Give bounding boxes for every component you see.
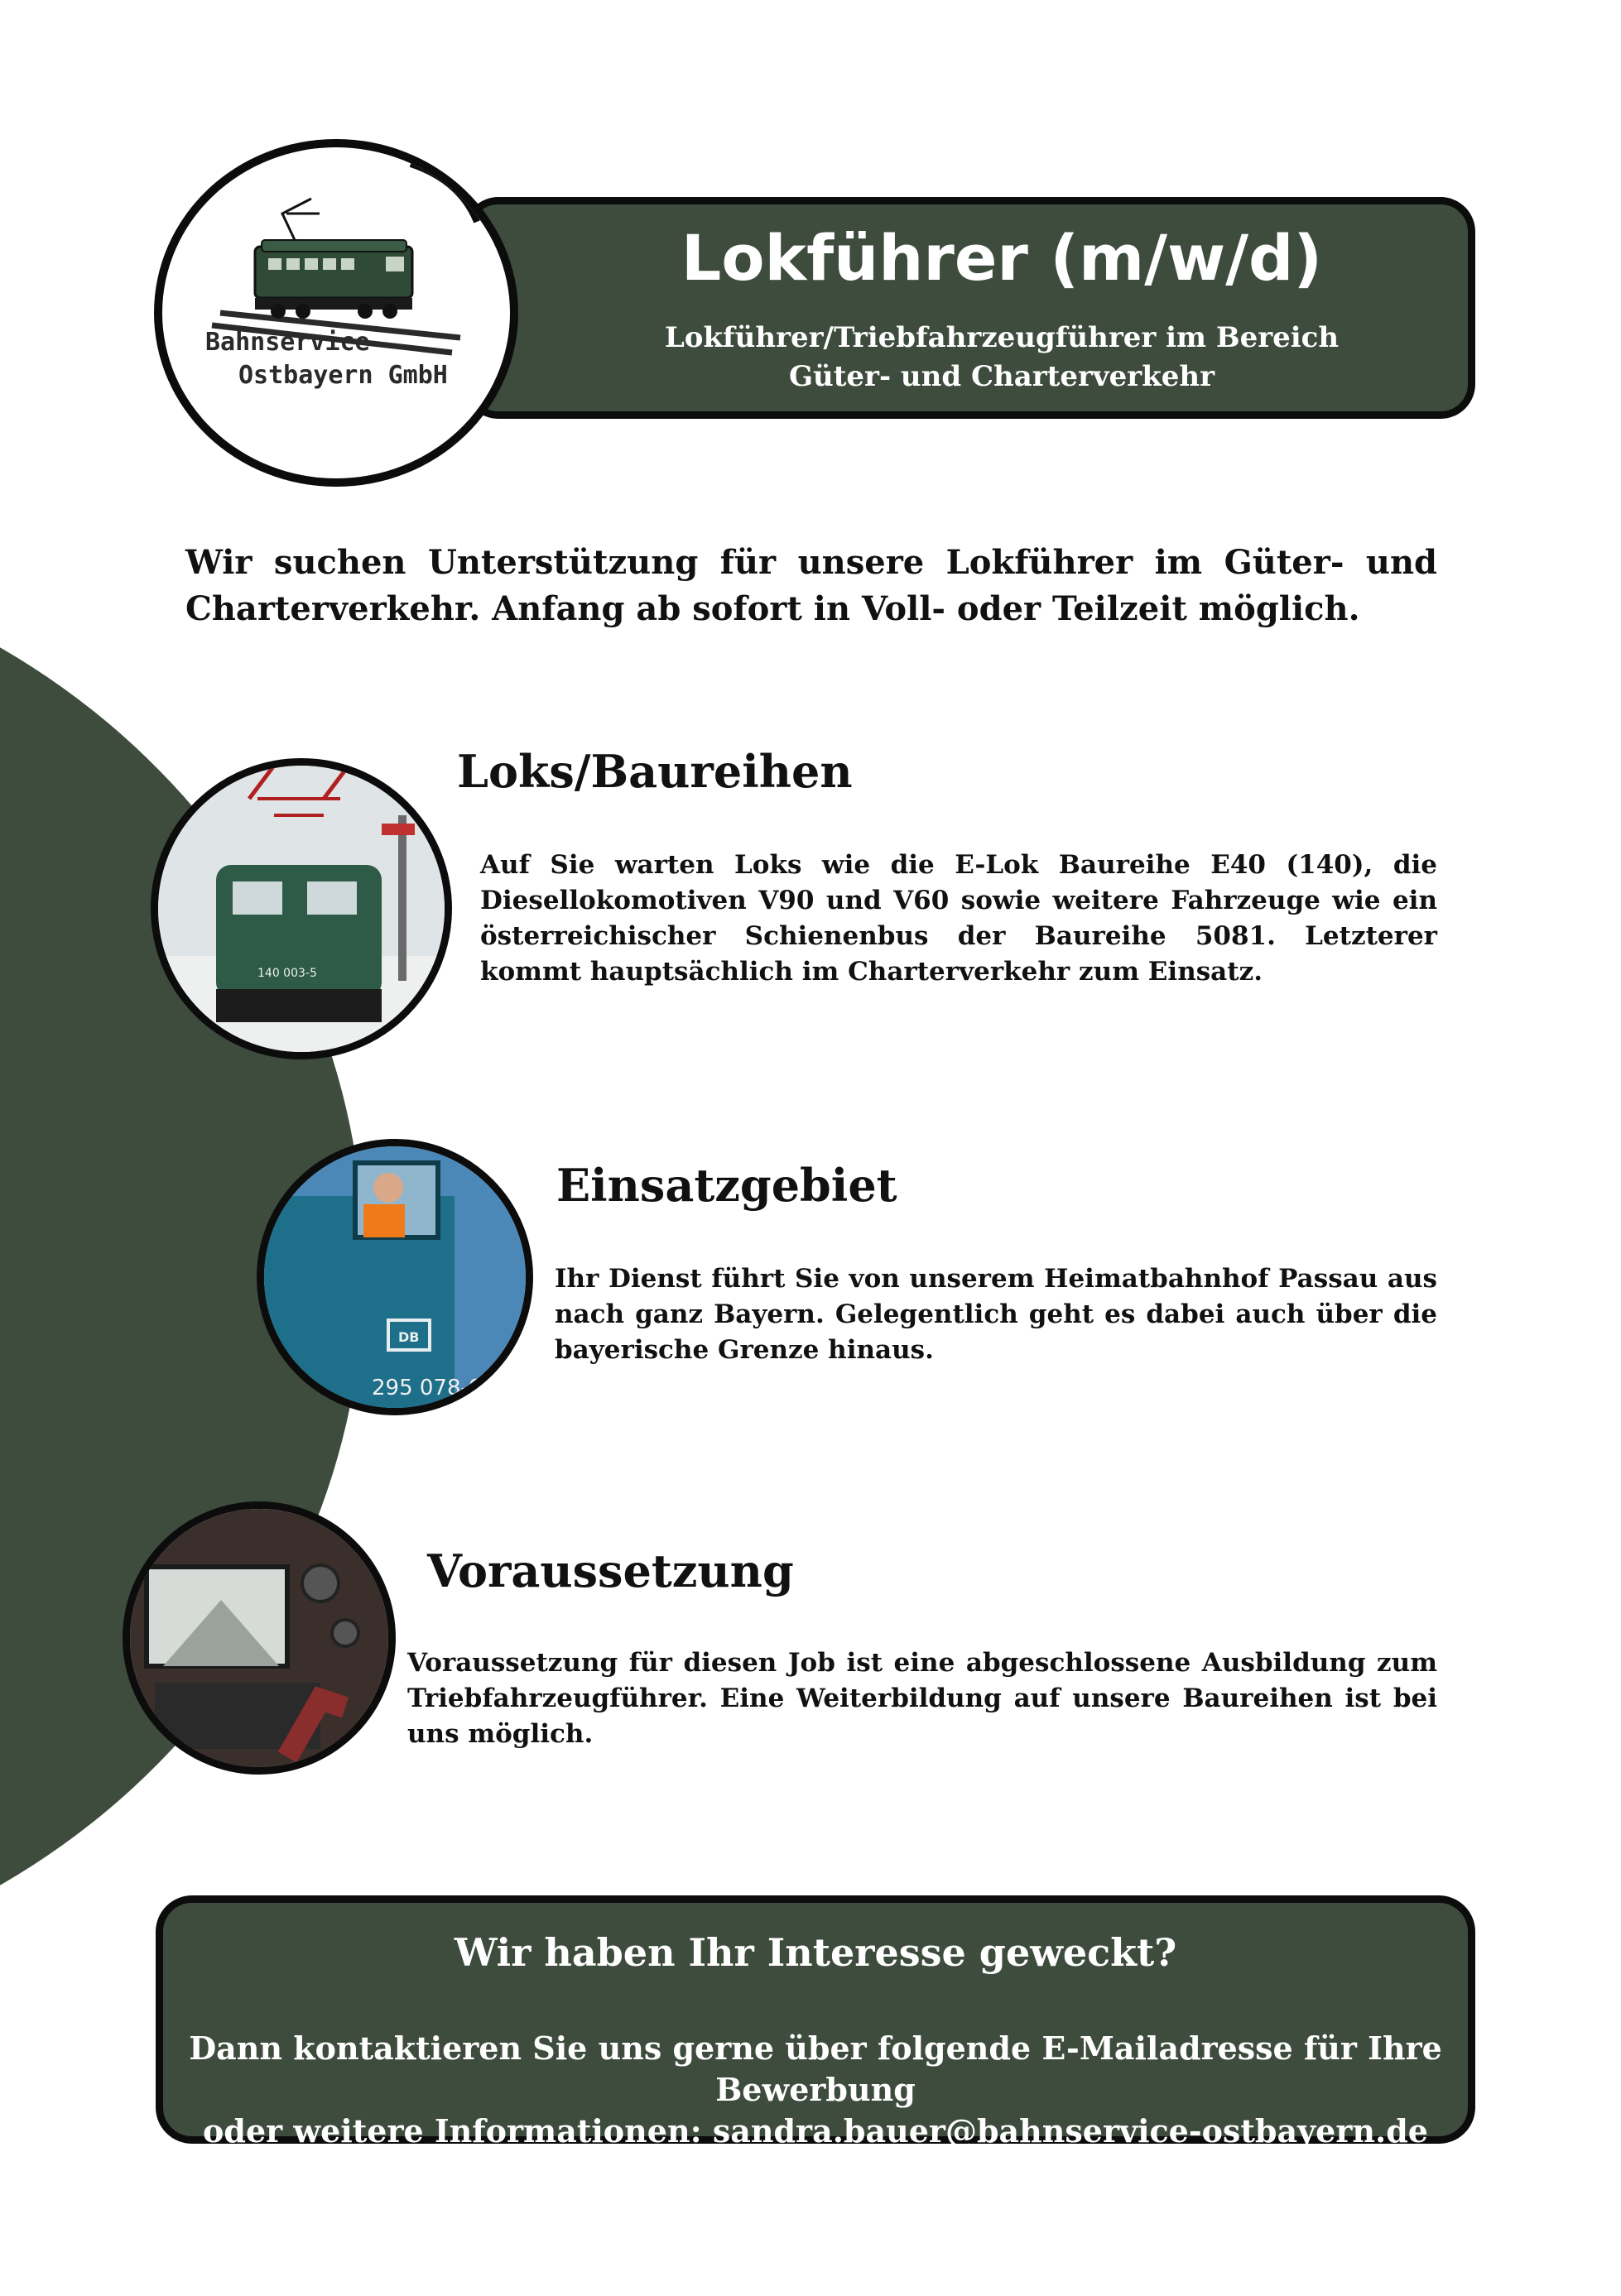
section-photo-locomotive — [151, 758, 452, 1059]
company-logo — [154, 139, 518, 487]
logo-text-line-2: Ostbayern GmbH — [238, 361, 448, 390]
page-title: Lokführer (m/w/d) — [681, 221, 1323, 295]
page-subtitle — [571, 319, 1432, 396]
section-photo-cab — [123, 1501, 396, 1775]
loco-number: 295 078-0 — [372, 1376, 483, 1400]
locomotive-logo-icon — [162, 147, 510, 478]
section-photo-engineer — [257, 1139, 533, 1415]
contact-line-1: Dann kontaktieren Sie uns gerne über folgende E-Mailadresse für Ihre Bewerbung — [189, 2029, 1442, 2108]
section-text-voraussetzung: Voraussetzung für diesen Job ist eine abgeschlossene Ausbildung zum Triebfahrzeugführer. Eine Weiterbildung auf unsere Baureihen ist bei uns möglich. — [407, 1648, 1437, 1749]
contact-line-2: oder weitere Informationen: sandra.bauer@bahnservice-ostbayern.de — [203, 2112, 1428, 2149]
section-text-loks: Auf Sie warten Loks wie die E-Lok Baureihe E40 (140), die Diesellokomotiven V90 und V60 sowie weitere Fahrzeuge wie ein österreichischer Schienenbus der Baureihe 5081. Letzterer kommt hauptsächlich im Charterverkehr zum Einsatz. — [480, 850, 1437, 987]
contact-text — [166, 2028, 1465, 2152]
logo-text-line-1: Bahnservice — [205, 328, 370, 357]
subtitle-line-2: Güter- und Charterverkehr — [788, 360, 1215, 393]
section-title-einsatzgebiet: Einsatzgebiet — [556, 1159, 897, 1212]
loco-number: 140 003-5 — [257, 967, 317, 980]
section-text-einsatzgebiet: Ihr Dienst führt Sie von unserem Heimatbahnhof Passau aus nach ganz Bayern. Gelegentlich geht es dabei auch über die bayerische Grenze hinaus. — [555, 1264, 1437, 1365]
intro-paragraph: Wir suchen Unterstützung für unsere Lokführer im Güter- und Charterverkehr. Anfang ab sofort in Voll- oder Teilzeit möglich. — [185, 543, 1437, 628]
subtitle-line-1: Lokführer/Triebfahrzeugführer im Bereich — [664, 321, 1340, 354]
svg-text:DB: DB — [398, 1329, 420, 1345]
contact-title: Wir haben Ihr Interesse geweckt? — [454, 1930, 1177, 1975]
section-title-loks: Loks/Baureihen — [457, 745, 853, 798]
section-title-voraussetzung: Voraussetzung — [427, 1544, 794, 1597]
